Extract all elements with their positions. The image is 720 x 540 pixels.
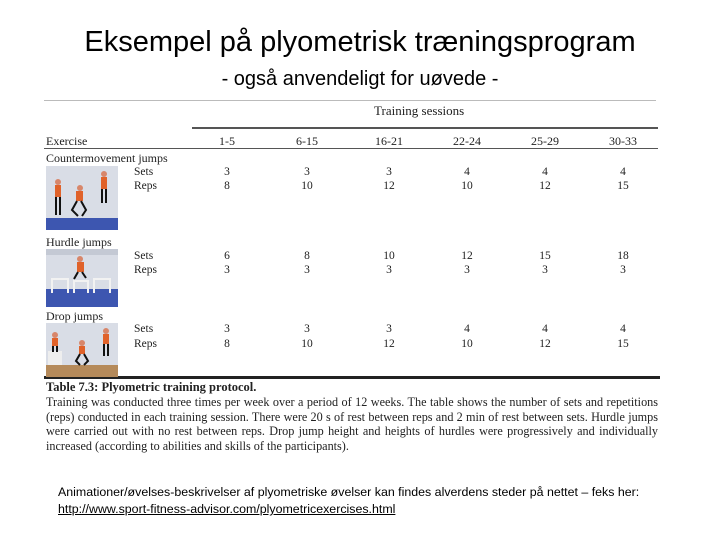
table-cell: 3	[386, 323, 392, 335]
exercise-name: Drop jumps	[46, 309, 103, 323]
footnote-text: Animationer/øvelses-beskrivelser af plyometriske øvelser kan findes alverdens steder på nettet – feks her:	[58, 485, 640, 499]
column-header: 1-5	[219, 134, 235, 148]
table-cell: 8	[304, 250, 310, 262]
slide-subtitle: - også anvendeligt for uøvede -	[221, 68, 499, 90]
table-cell: 12	[539, 338, 551, 350]
row-label: Sets	[134, 166, 154, 178]
sessions-header: Training sessions	[374, 103, 465, 118]
table-cell: 3	[224, 166, 230, 178]
table-cell: 12	[383, 180, 395, 192]
table-cell: 8	[224, 180, 230, 192]
row-label: Sets	[134, 250, 154, 262]
column-header: 30-33	[609, 134, 637, 148]
table-cell: 3	[304, 166, 310, 178]
table-cell: 10	[461, 338, 473, 350]
table-cell: 4	[464, 323, 470, 335]
table-cell: 15	[539, 250, 551, 262]
row-label: Reps	[134, 180, 157, 192]
bottom-rule	[44, 376, 660, 379]
table-cell: 12	[539, 180, 551, 192]
column-header: 16-21	[375, 134, 403, 148]
table-cell: 4	[542, 166, 548, 178]
table-cell: 18	[617, 250, 629, 262]
table-cell: 3	[224, 323, 230, 335]
table-cell: 3	[304, 264, 310, 276]
table-caption-body: Training was conducted three times per week over a period of 12 weeks. The table shows the number of sets and repetitions (reps) conducted in each training session. There were 20 s of rest between reps and 2 min of rest between sets. Hurdle jumps were carried out with no rest between reps. Drop jump height and heights of hurdles were progressively and individually increased (according to abilities and skills of the participants).	[46, 395, 658, 453]
row-label: Reps	[134, 264, 157, 276]
table-cell: 3	[386, 166, 392, 178]
table-cell: 10	[301, 338, 313, 350]
exercise-link[interactable]: http://www.sport-fitness-advisor.com/plyometricexercises.html	[58, 502, 396, 516]
table-cell: 4	[464, 166, 470, 178]
table-cell: 3	[386, 264, 392, 276]
sessions-rule	[192, 127, 658, 129]
table-cell: 12	[383, 338, 395, 350]
table-cell: 10	[301, 180, 313, 192]
table-cell: 4	[620, 323, 626, 335]
table-cell: 3	[304, 323, 310, 335]
table-cell: 4	[542, 323, 548, 335]
table-cell: 3	[620, 264, 626, 276]
slide-title: Eksempel på plyometrisk træningsprogram	[84, 26, 636, 58]
table-cell: 3	[224, 264, 230, 276]
exercise-header: Exercise	[46, 134, 88, 148]
row-label: Sets	[134, 323, 154, 335]
table-cell: 4	[620, 166, 626, 178]
table-cell: 3	[464, 264, 470, 276]
table-cell: 15	[617, 180, 629, 192]
table-cell: 3	[542, 264, 548, 276]
top-rule	[44, 100, 656, 101]
table-cell: 10	[383, 250, 395, 262]
countermovement-jump-photo	[46, 166, 118, 230]
table-cell: 10	[461, 180, 473, 192]
hurdle-jump-photo	[46, 249, 118, 307]
table-cell: 8	[224, 338, 230, 350]
exercise-name: Countermovement jumps	[46, 151, 168, 165]
column-header: 25-29	[531, 134, 559, 148]
table-cell: 6	[224, 250, 230, 262]
row-label: Reps	[134, 338, 157, 350]
exercise-name: Hurdle jumps	[46, 235, 112, 249]
footnote	[58, 484, 698, 518]
table-cell: 12	[461, 250, 473, 262]
table-caption-title: Table 7.3: Plyometric training protocol.	[46, 380, 257, 394]
column-header: 6-15	[296, 134, 318, 148]
table-cell: 15	[617, 338, 629, 350]
drop-jump-photo	[46, 323, 118, 377]
scanned-table-figure	[44, 100, 662, 456]
column-header: 22-24	[453, 134, 481, 148]
